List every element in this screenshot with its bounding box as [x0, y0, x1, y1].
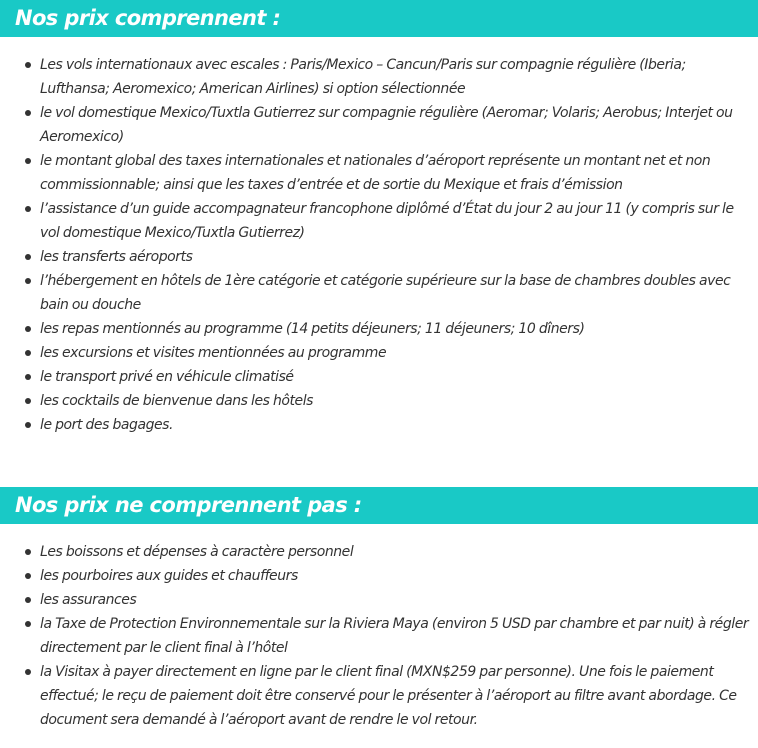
bullet-icon	[25, 573, 31, 579]
list-item-text: les excursions et visites mentionnées au programme	[40, 345, 387, 361]
list-item	[0, 269, 758, 317]
bullet-icon	[25, 206, 31, 212]
list-item-text: Les boissons et dépenses à caractère personnel	[40, 544, 354, 560]
list-item-text: les repas mentionnés au programme (14 petits déjeuners; 11 déjeuners; 10 dîners)	[40, 321, 585, 337]
bullet-icon	[25, 669, 31, 675]
bullet-icon	[25, 374, 31, 380]
list-item	[0, 365, 758, 389]
list-item-text: l’assistance d’un guide accompagnateur francophone diplômé d’État du jour 2 au jour 11 (y compris sur le vol domestique Mexico/Tuxtla Gutierrez)	[40, 201, 734, 241]
list-item-text: le vol domestique Mexico/Tuxtla Gutierrez sur compagnie régulière (Aeromar; Volaris; Aerobus; Interjet ou Aeromexico)	[40, 105, 733, 145]
bullet-icon	[25, 621, 31, 627]
list-item-text: les assurances	[40, 592, 137, 608]
list-item-text: la Visitax à payer directement en ligne par le client final (MXN$259 par personne). Une fois le paiement effectué; le reçu de paiement doit être conservé pour le présenter à l’aéroport au filtre avant abordage. Ce document sera demandé à l’aéroport avant de rendre le vol retour.	[40, 664, 737, 728]
list-item	[0, 197, 758, 245]
list-item	[0, 413, 758, 437]
list-item-text: la Taxe de Protection Environnementale sur la Riviera Maya (environ 5 USD par chambre et par nuit) à régler directement par le client final à l’hôtel	[40, 616, 749, 656]
bullet-icon	[25, 398, 31, 404]
list-item	[0, 389, 758, 413]
list-item	[0, 564, 758, 588]
bullet-icon	[25, 278, 31, 284]
list-item	[0, 245, 758, 269]
list-item	[0, 540, 758, 564]
list-item	[0, 612, 758, 660]
list-item	[0, 317, 758, 341]
list-item-text: les pourboires aux guides et chauffeurs	[40, 568, 298, 584]
included-section-header: Nos prix comprennent :	[0, 0, 758, 37]
list-item-text: Les vols internationaux avec escales : Paris/Mexico – Cancun/Paris sur compagnie régulière (Iberia; Lufthansa; Aeromexico; American Airlines) si option sélectionnée	[40, 57, 686, 97]
bullet-icon	[25, 62, 31, 68]
bullet-icon	[25, 350, 31, 356]
bullet-icon	[25, 110, 31, 116]
list-item-text: les transferts aéroports	[40, 249, 193, 265]
bullet-icon	[25, 254, 31, 260]
included-list	[0, 53, 758, 437]
list-item-text: le montant global des taxes internationales et nationales d’aéroport représente un montant net et non commissionnable; ainsi que les taxes d’entrée et de sortie du Mexique et frais d’émission	[40, 153, 711, 193]
bullet-icon	[25, 422, 31, 428]
list-item	[0, 149, 758, 197]
list-item-text: le port des bagages.	[40, 417, 174, 433]
list-item-text: le transport privé en véhicule climatisé	[40, 369, 294, 385]
list-item-text: l’hébergement en hôtels de 1ère catégorie et catégorie supérieure sur la base de chambres doubles avec bain ou douche	[40, 273, 731, 313]
list-item	[0, 588, 758, 612]
list-item	[0, 53, 758, 101]
bullet-icon	[25, 158, 31, 164]
list-item	[0, 101, 758, 149]
excluded-section-header: Nos prix ne comprennent pas :	[0, 487, 758, 524]
list-item-text: les cocktails de bienvenue dans les hôtels	[40, 393, 313, 409]
bullet-icon	[25, 549, 31, 555]
bullet-icon	[25, 597, 31, 603]
list-item	[0, 341, 758, 365]
excluded-list	[0, 540, 758, 732]
list-item	[0, 660, 758, 732]
bullet-icon	[25, 326, 31, 332]
